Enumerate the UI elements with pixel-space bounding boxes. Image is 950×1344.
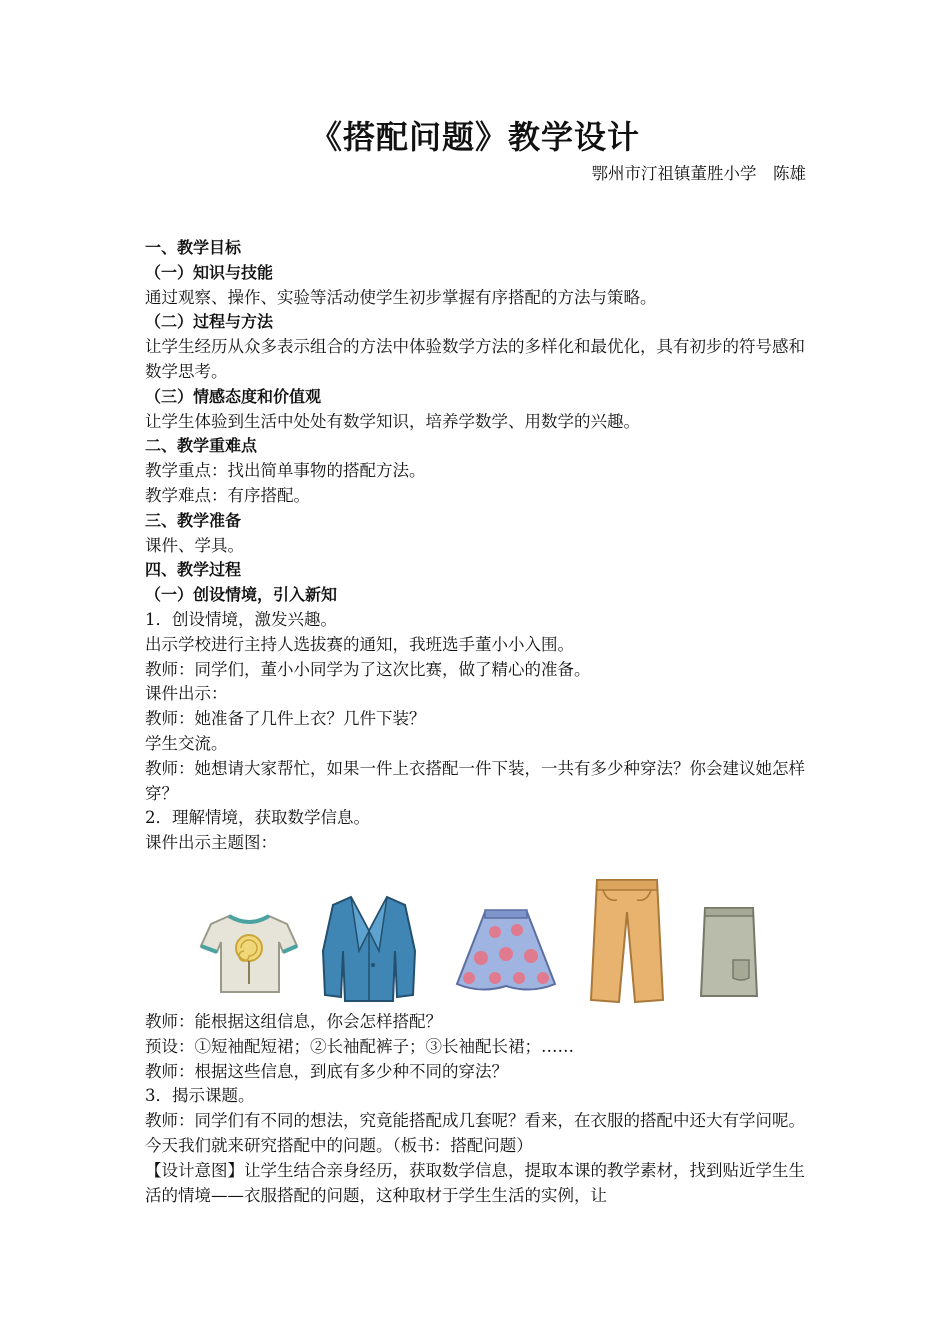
paragraph: 让学生经历从众多表示组合的方法中体验数学方法的多样化和最优化，具有初步的符号感和数学思考。 (145, 337, 805, 381)
paragraph: 教师：根据这些信息，到底有多少种不同的穿法？ (145, 1061, 508, 1081)
document-title: 《搭配问题》教学设计 (309, 118, 640, 156)
paragraph: 教师：她准备了几件上衣？几件下装？ (145, 709, 426, 729)
paragraph: 教师：同学们，董小小同学为了这次比赛，做了精心的准备。 (145, 659, 591, 679)
paragraph: 课件、学具。 (145, 535, 244, 555)
clothing-figure (199, 866, 805, 1006)
section-heading: （三）情感态度和价值观 (145, 386, 322, 406)
pants-image (587, 876, 667, 1006)
paragraph: 【设计意图】让学生结合亲身经历，获取数学信息，提取本课的教学素材，找到贴近学生生活的情境——衣服搭配的问题，这种取材于学生生活的实例，让 (145, 1160, 805, 1205)
pencil-skirt-image (697, 902, 761, 1002)
paragraph: 课件出示主题图： (145, 833, 277, 853)
paragraph: 教学难点：有序搭配。 (145, 485, 310, 505)
jacket-image (319, 891, 419, 1006)
paragraph: 教学重点：找出简单事物的搭配方法。 (145, 461, 426, 481)
t-shirt-image (199, 908, 299, 998)
section-heading: （一）创设情境，引入新知 (145, 585, 338, 605)
paragraph: 学生交流。 (145, 733, 228, 753)
paragraph: 通过观察、操作、实验等活动使学生初步掌握有序搭配的方法与策略。 (145, 287, 657, 307)
paragraph: 出示学校进行主持人选拔赛的通知，我班选手董小小入围。 (145, 634, 574, 654)
section-heading: 四、教学过程 (145, 560, 242, 580)
section-heading: 一、教学目标 (145, 238, 242, 257)
paragraph: 3．揭示课题。 (145, 1086, 255, 1106)
paragraph: 预设：①短袖配短裙；②长袖配裤子；③长袖配长裙；…… (145, 1036, 574, 1056)
document-body (145, 236, 805, 1208)
paragraph: 让学生体验到生活中处处有数学知识，培养学数学、用数学的兴趣。 (145, 411, 640, 431)
paragraph: 教师：她想请大家帮忙，如果一件上衣搭配一件下装，一共有多少种穿法？你会建议她怎样穿？ (145, 758, 805, 803)
body-section-before-figure (145, 236, 805, 856)
polka-dot-skirt-image (451, 906, 561, 996)
section-heading: 二、教学重难点 (145, 436, 258, 456)
section-heading: （一）知识与技能 (145, 262, 274, 282)
paragraph: 1．创设情境，激发兴趣。 (145, 609, 337, 629)
paragraph: 课件出示： (145, 684, 228, 704)
author-line: 鄂州市汀祖镇董胜小学 陈雄 (591, 164, 806, 183)
paragraph: 教师：能根据这组信息，你会怎样搭配？ (145, 1011, 442, 1031)
paragraph: 2．理解情境，获取数学信息。 (145, 808, 370, 828)
body-section-after-figure (145, 1010, 805, 1208)
paragraph: 教师：同学们有不同的想法，究竟能搭配成几套呢？看来，在衣服的搭配中还大有学问呢。今天我们就来研究搭配中的问题。（板书：搭配问题） (145, 1111, 805, 1155)
section-heading: 三、教学准备 (145, 510, 242, 530)
section-heading: （二）过程与方法 (145, 312, 274, 332)
